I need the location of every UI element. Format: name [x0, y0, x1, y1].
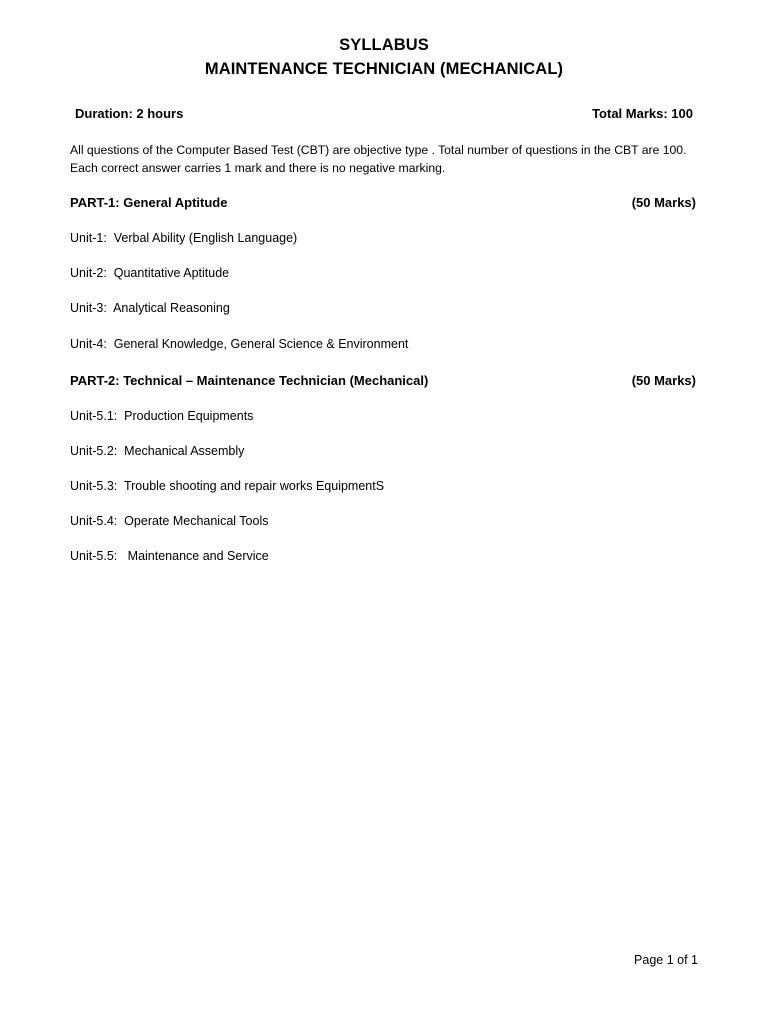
intro-paragraph: All questions of the Computer Based Test (CBT) are objective type . Total number of questions in the CBT are 100. Each correct answer carries 1 mark and there is no negative marking.	[70, 143, 687, 175]
part-2-title: PART-2: Technical – Maintenance Technician (Mechanical)	[70, 373, 429, 388]
part-2-marks: (50 Marks)	[631, 373, 696, 388]
unit-item: Unit-2: Quantitative Aptitude	[70, 266, 230, 280]
document-subtitle: MAINTENANCE TECHNICIAN (MECHANICAL)	[204, 60, 564, 78]
part-2-heading	[70, 373, 696, 391]
unit-item: Unit-5.2: Mechanical Assembly	[70, 444, 245, 458]
page-number: Page 1 of 1	[634, 953, 698, 967]
unit-item: Unit-4: General Knowledge, General Science & Environment	[70, 337, 409, 351]
exam-meta-row	[75, 106, 693, 124]
total-marks-label: Total Marks: 100	[592, 106, 693, 121]
part-1-heading	[70, 195, 696, 213]
unit-item: Unit-5.5: Maintenance and Service	[70, 549, 269, 563]
unit-item: Unit-5.3: Trouble shooting and repair works EquipmentS	[70, 479, 385, 493]
unit-item: Unit-5.4: Operate Mechanical Tools	[70, 514, 269, 528]
unit-item: Unit-3: Analytical Reasoning	[70, 301, 230, 315]
document-title: SYLLABUS	[339, 36, 429, 54]
part-1-title: PART-1: General Aptitude	[70, 195, 228, 210]
unit-item: Unit-5.1: Production Equipments	[70, 409, 254, 423]
unit-item: Unit-1: Verbal Ability (English Language)	[70, 231, 298, 245]
part-1-marks: (50 Marks)	[631, 195, 696, 210]
duration-label: Duration: 2 hours	[75, 106, 184, 121]
